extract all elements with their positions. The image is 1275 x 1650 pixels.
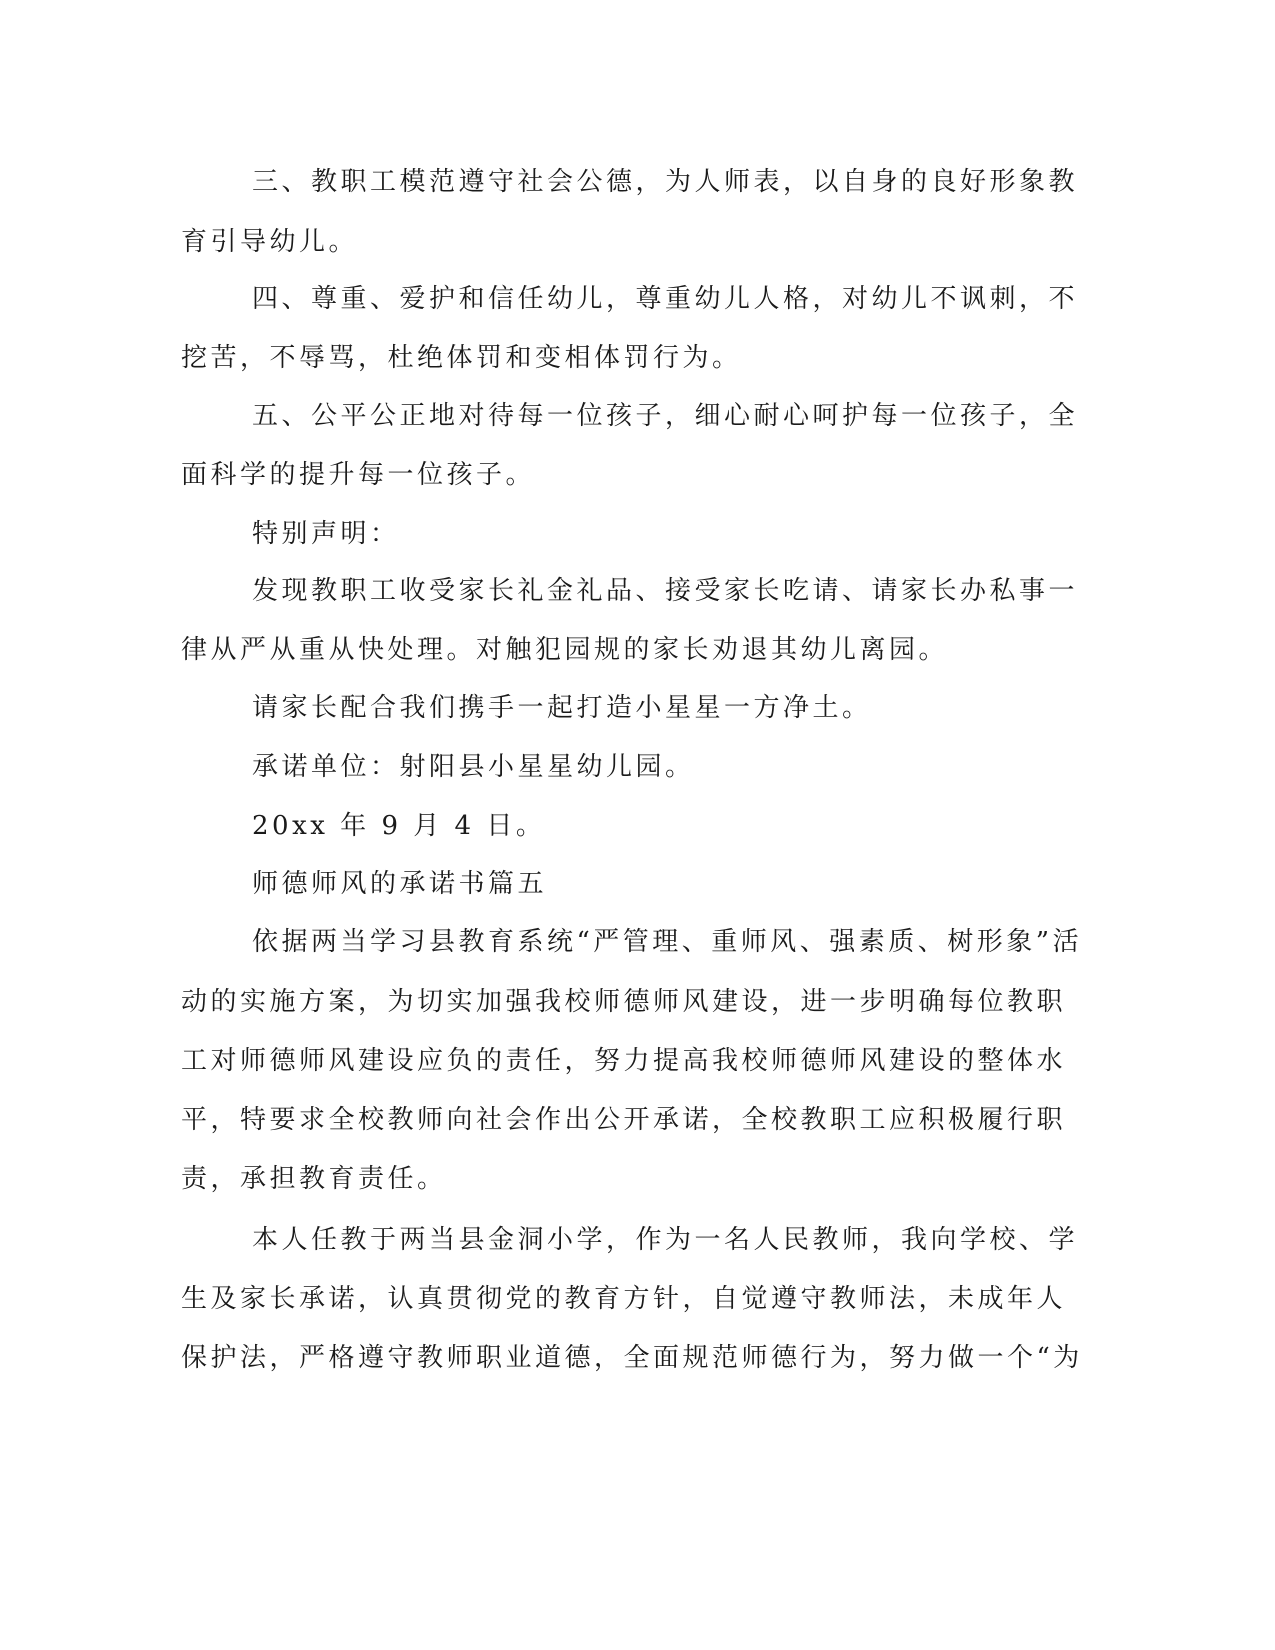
signature-date: 20xx 年 9 月 4 日。 [252,811,546,841]
paragraph-line: 四、尊重、爱护和信任幼儿，尊重幼儿人格，对幼儿不讽刺，不 [252,284,1079,314]
section-label: 特别声明： [252,519,400,549]
paragraph-line: 生及家长承诺，认真贯彻党的教育方针，自觉遵守教师法，未成年人 [181,1284,1067,1314]
paragraph-line: 工对师德师风建设应负的责任，努力提高我校师德师风建设的整体水 [181,1046,1067,1076]
paragraph-line: 挖苦，不辱骂，杜绝体罚和变相体罚行为。 [181,343,742,373]
paragraph-line: 面科学的提升每一位孩子。 [181,460,536,490]
paragraph-line: 平，特要求全校教师向社会作出公开承诺，全校教职工应积极履行职 [181,1105,1067,1135]
paragraph-line: 责，承担教育责任。 [181,1164,447,1194]
paragraph-line: 请家长配合我们携手一起打造小星星一方净土。 [252,693,872,723]
paragraph-line: 五、公平公正地对待每一位孩子，细心耐心呵护每一位孩子，全 [252,401,1079,431]
paragraph-line: 本人任教于两当县金洞小学，作为一名人民教师，我向学校、学 [252,1225,1079,1255]
section-heading: 师德师风的承诺书篇五 [252,869,548,899]
paragraph-line: 依据两当学习县教育系统“严管理、重师风、强素质、树形象”活 [252,927,1083,957]
paragraph-line: 保护法，严格遵守教师职业道德，全面规范师德行为，努力做一个“为 [181,1343,1083,1373]
paragraph-line: 动的实施方案，为切实加强我校师德师风建设，进一步明确每位教职 [181,987,1067,1017]
signature-unit: 承诺单位：射阳县小星星幼儿园。 [252,752,695,782]
paragraph-line: 三、教职工模范遵守社会公德，为人师表，以自身的良好形象教 [252,167,1079,197]
paragraph-line: 育引导幼儿。 [181,227,359,257]
paragraph-line: 发现教职工收受家长礼金礼品、接受家长吃请、请家长办私事一 [252,576,1079,606]
paragraph-line: 律从严从重从快处理。对触犯园规的家长劝退其幼儿离园。 [181,635,949,665]
